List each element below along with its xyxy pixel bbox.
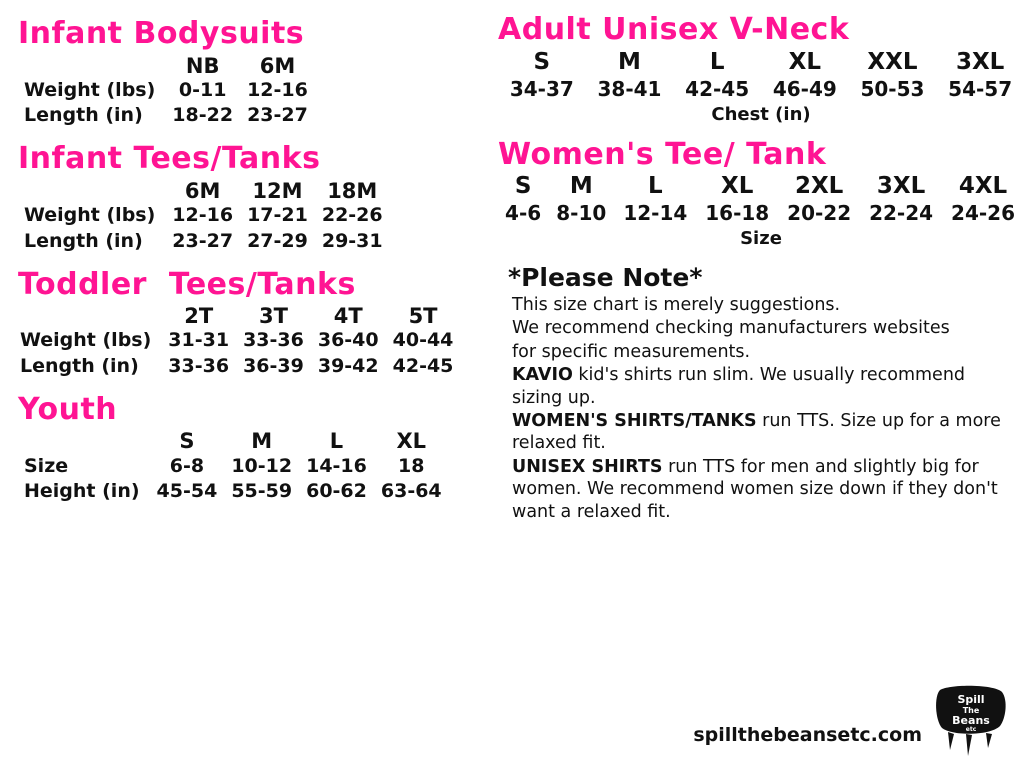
infant-bodysuits-table xyxy=(22,52,315,130)
note-lead: UNISEX SHIRTS xyxy=(512,456,663,477)
note-paragraph xyxy=(512,410,1012,455)
cell: 42-45 xyxy=(685,76,750,101)
cell: 27-29 xyxy=(247,229,308,252)
column-header: 18M xyxy=(327,178,378,203)
row-label: Length (in) xyxy=(20,355,139,378)
column-header: XL xyxy=(721,173,754,199)
note-line: We recommend checking manufacturers websites xyxy=(512,318,950,339)
cell: 12-14 xyxy=(623,201,688,225)
cell: 0-11 xyxy=(178,78,227,101)
header-corner xyxy=(18,302,161,328)
cell: 22-24 xyxy=(869,201,934,225)
cell: 14-16 xyxy=(306,454,367,477)
section-womens-tee-tank xyxy=(498,136,1024,250)
note-rest: kid's shirts run slim. We usually recommend sizing up. xyxy=(512,365,966,408)
table-header-row xyxy=(22,427,449,453)
column-header: L xyxy=(647,173,663,199)
table-row xyxy=(498,76,1024,102)
column-header: 6M xyxy=(184,178,221,203)
cell: 4-6 xyxy=(505,201,542,225)
column-header: 3XL xyxy=(955,48,1005,75)
cell: 18 xyxy=(398,454,425,477)
cell: 50-53 xyxy=(860,76,925,101)
cell: 23-27 xyxy=(247,104,308,127)
note-lead: WOMEN'S SHIRTS/TANKS xyxy=(512,410,757,431)
svg-text:Beans: Beans xyxy=(952,714,990,727)
row-label: Length (in) xyxy=(24,104,143,127)
spill-the-beans-logo xyxy=(932,684,1010,758)
table-row xyxy=(22,229,390,255)
youth-table xyxy=(22,427,449,505)
column-header: XL xyxy=(396,429,427,454)
cell: 10-12 xyxy=(231,454,293,477)
section-infant-tees-tanks xyxy=(18,143,490,254)
womens-tee-table xyxy=(498,172,1024,226)
section-toddler-tees-tanks xyxy=(18,266,490,380)
cell: 46-49 xyxy=(772,76,837,101)
cell: 38-41 xyxy=(597,76,662,101)
table-row xyxy=(22,454,449,480)
infant-tees-table xyxy=(22,177,390,255)
cell: 33-36 xyxy=(168,355,230,378)
column-header: 3XL xyxy=(876,173,926,199)
cell: 17-21 xyxy=(247,203,308,226)
cell: 20-22 xyxy=(787,201,852,225)
table-header-row xyxy=(22,177,390,203)
note-paragraph xyxy=(512,364,1012,409)
note-lead: KAVIO xyxy=(512,365,573,386)
column-header: M xyxy=(251,429,273,454)
table-header-row xyxy=(498,48,1024,76)
column-header: M xyxy=(618,48,641,75)
cell: 12-16 xyxy=(247,78,308,101)
row-label: Length (in) xyxy=(24,229,143,252)
column-header: L xyxy=(329,429,344,454)
cell: 16-18 xyxy=(705,201,770,225)
note-rest: run TTS for men and slightly big for women. We recommend women size down if they don't want a relaxed fit. xyxy=(512,456,998,522)
cell: 45-54 xyxy=(156,480,218,503)
cell: 12-16 xyxy=(172,203,234,226)
cell: 23-27 xyxy=(172,229,234,252)
section-adult-unisex-vneck xyxy=(498,14,1024,125)
column-header: L xyxy=(709,48,725,75)
section-youth xyxy=(18,391,490,505)
row-label: Weight (lbs) xyxy=(20,329,152,352)
cell: 40-44 xyxy=(392,329,454,352)
cell: 29-31 xyxy=(321,229,383,252)
note-paragraph xyxy=(512,456,1012,523)
adult-vneck-table xyxy=(498,48,1024,102)
row-label: Weight (lbs) xyxy=(24,203,156,226)
header-corner xyxy=(22,427,150,453)
section-title: Adult Unisex V-Neck xyxy=(498,12,850,47)
cell: 18-22 xyxy=(172,104,234,127)
cell: 6-8 xyxy=(169,454,205,477)
footer xyxy=(693,684,1010,758)
column-header: M xyxy=(569,173,593,199)
note-line: for specific measurements. xyxy=(512,341,751,362)
note-rest: run TTS. Size up for a more relaxed fit. xyxy=(512,410,1001,454)
cell: 42-45 xyxy=(392,355,454,378)
cell: 33-36 xyxy=(243,329,304,352)
table-header-row xyxy=(18,302,460,328)
section-title: Infant Tees/Tanks xyxy=(18,141,321,177)
cell: 31-31 xyxy=(168,329,230,352)
table-header-row xyxy=(22,52,315,78)
row-label: Height (in) xyxy=(24,480,140,503)
column-header: 4T xyxy=(333,304,363,329)
column-header: 5T xyxy=(408,304,438,329)
cell: 34-37 xyxy=(509,76,574,101)
svg-text:The: The xyxy=(962,706,980,715)
column-header: S xyxy=(533,48,551,75)
column-header: 4XL xyxy=(958,173,1008,199)
row-label: Weight (lbs) xyxy=(24,78,156,101)
cell: 36-39 xyxy=(243,355,304,378)
cell: 24-26 xyxy=(951,201,1015,225)
cell: 39-42 xyxy=(317,355,379,378)
table-row xyxy=(22,78,315,104)
cell: 22-26 xyxy=(321,203,383,226)
header-corner xyxy=(22,52,165,78)
column-header: S xyxy=(514,173,532,199)
table-row xyxy=(22,479,449,505)
column-header: 2XL xyxy=(794,173,844,199)
table-row xyxy=(22,203,390,229)
table-row xyxy=(18,354,460,380)
section-title: Infant Bodysuits xyxy=(18,16,305,51)
column-header: 12M xyxy=(252,178,303,203)
section-title: Toddler Tees/Tanks xyxy=(18,266,356,302)
cell: 54-57 xyxy=(948,76,1013,101)
cell: 60-62 xyxy=(306,480,367,503)
column-header: 3T xyxy=(259,304,288,329)
table-row xyxy=(22,103,315,129)
measurement-label: Chest (in) xyxy=(711,103,811,125)
toddler-tees-table xyxy=(18,302,460,380)
header-corner xyxy=(22,177,165,203)
section-title: Women's Tee/ Tank xyxy=(498,136,827,172)
table-row xyxy=(18,328,460,354)
notes-block xyxy=(512,294,1012,523)
column-header: 2T xyxy=(184,304,214,329)
table-header-row xyxy=(498,172,1024,200)
note-line: This size chart is merely suggestions. xyxy=(512,295,841,315)
cell: 36-40 xyxy=(317,329,379,352)
measurement-label: Size xyxy=(740,228,782,249)
cell: 8-10 xyxy=(556,201,607,225)
section-title: Youth xyxy=(18,391,118,427)
please-note-title: *Please Note* xyxy=(508,263,703,292)
column-header: NB xyxy=(185,53,220,78)
website-url: spillthebeansetc.com xyxy=(693,724,922,746)
section-infant-bodysuits xyxy=(18,18,490,129)
cell: 63-64 xyxy=(380,480,442,503)
cell: 55-59 xyxy=(231,480,293,503)
column-header: XXL xyxy=(867,48,918,75)
left-column xyxy=(0,0,490,768)
svg-text:Spill: Spill xyxy=(957,693,985,706)
table-row xyxy=(498,200,1024,226)
right-column xyxy=(490,0,1024,768)
column-header: 6M xyxy=(259,53,296,78)
column-header: XL xyxy=(788,48,821,75)
row-label: Size xyxy=(24,454,69,477)
column-header: S xyxy=(179,429,195,454)
svg-text:etc: etc xyxy=(965,726,977,733)
